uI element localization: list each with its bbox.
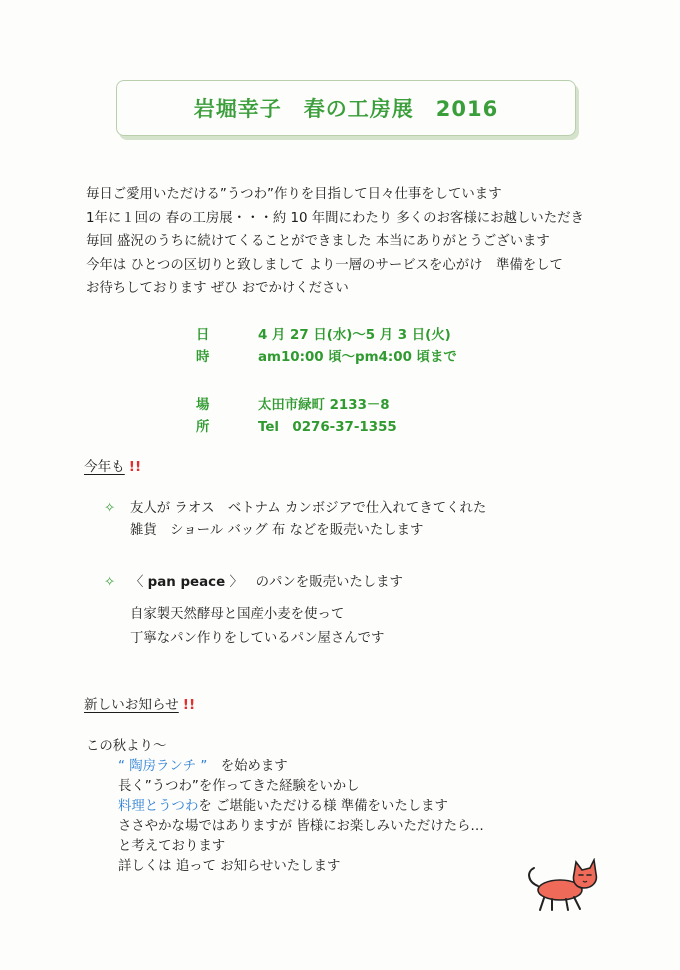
news-line: 詳しくは 追って お知らせいたします	[118, 859, 341, 874]
list-item-goods	[104, 497, 486, 516]
news-line: この秋より～	[86, 739, 167, 754]
section-heading-news	[84, 693, 195, 713]
intro-line: 1年に１回の 春の工房展・・・約 10 年間にわたり 多くのお客様にお越しいただき	[86, 210, 584, 226]
item-subtext: 雑貨 ショール バッグ 布 などを販売いたします	[130, 523, 424, 538]
intro-line: 毎回 盛況のうちに続けてくることができました 本当にありがとうございます	[86, 234, 550, 249]
intro-line: 今年は ひとつの区切りと致しまして より一層のサービスを心がけ 準備をして	[86, 257, 563, 273]
item-text: 友人が ラオス ベトナム カンボジアで仕入れてきてくれた	[130, 501, 487, 516]
section-heading-this-year	[84, 455, 141, 475]
intro-paragraph	[86, 183, 646, 301]
news-paragraph	[86, 737, 484, 877]
news-line: と考えております	[118, 839, 226, 854]
tel-value: Tel 0276-37-1355	[258, 420, 397, 435]
news-text: を ご堪能いただける様 準備をいたします	[198, 799, 448, 814]
news-line: 長く”うつわ”を作ってきた経験をいかし	[118, 779, 360, 794]
item-text: のパンを販売いたします	[255, 575, 403, 590]
page-title: 岩堀幸子 春の工房展 2016	[193, 97, 499, 121]
news-text: を始めます	[207, 759, 288, 774]
news-line	[86, 797, 484, 817]
item-subtext: 自家製天然酵母と国産小麦を使って	[130, 607, 345, 622]
date-value: 4 月 27 日(水)～5 月 3 日(火)	[258, 328, 451, 343]
item-subtext: 丁寧なパン作りをしているパン屋さんです	[130, 631, 385, 646]
list-item-bread	[104, 571, 403, 590]
shop-name: pan peace	[147, 575, 226, 590]
news-line: ささやかな場ではありますが 皆様にお楽しみいただけたら…	[118, 819, 484, 834]
title-box	[116, 80, 576, 136]
exclamation-mark: !!	[182, 697, 196, 713]
bracket-open: 〈	[130, 575, 144, 590]
date-label: 日時	[196, 328, 210, 365]
sparkle-icon: ✧	[104, 575, 116, 590]
section-heading-text: 新しいお知らせ	[84, 697, 179, 713]
exclamation-mark: !!	[128, 459, 142, 475]
bracket-close: 〉	[229, 575, 243, 590]
cat-illustration	[524, 858, 604, 912]
news-line	[86, 757, 484, 777]
place-value: 太田市緑町 2133－8	[258, 398, 390, 413]
intro-line: 毎日ご愛用いただける”うつわ”作りを目指して日々仕事をしています	[86, 187, 502, 202]
place-label: 場所	[196, 398, 210, 435]
time-value: am10:00 頃～pm4:00 頃まで	[258, 350, 457, 365]
intro-line: お待ちしております ぜひ おでかけください	[86, 281, 349, 296]
highlight-text: “ 陶房ランチ ”	[118, 759, 208, 774]
sparkle-icon: ✧	[104, 501, 116, 516]
highlight-text: 料理とうつわ	[118, 799, 199, 814]
section-heading-text: 今年も	[84, 459, 125, 475]
